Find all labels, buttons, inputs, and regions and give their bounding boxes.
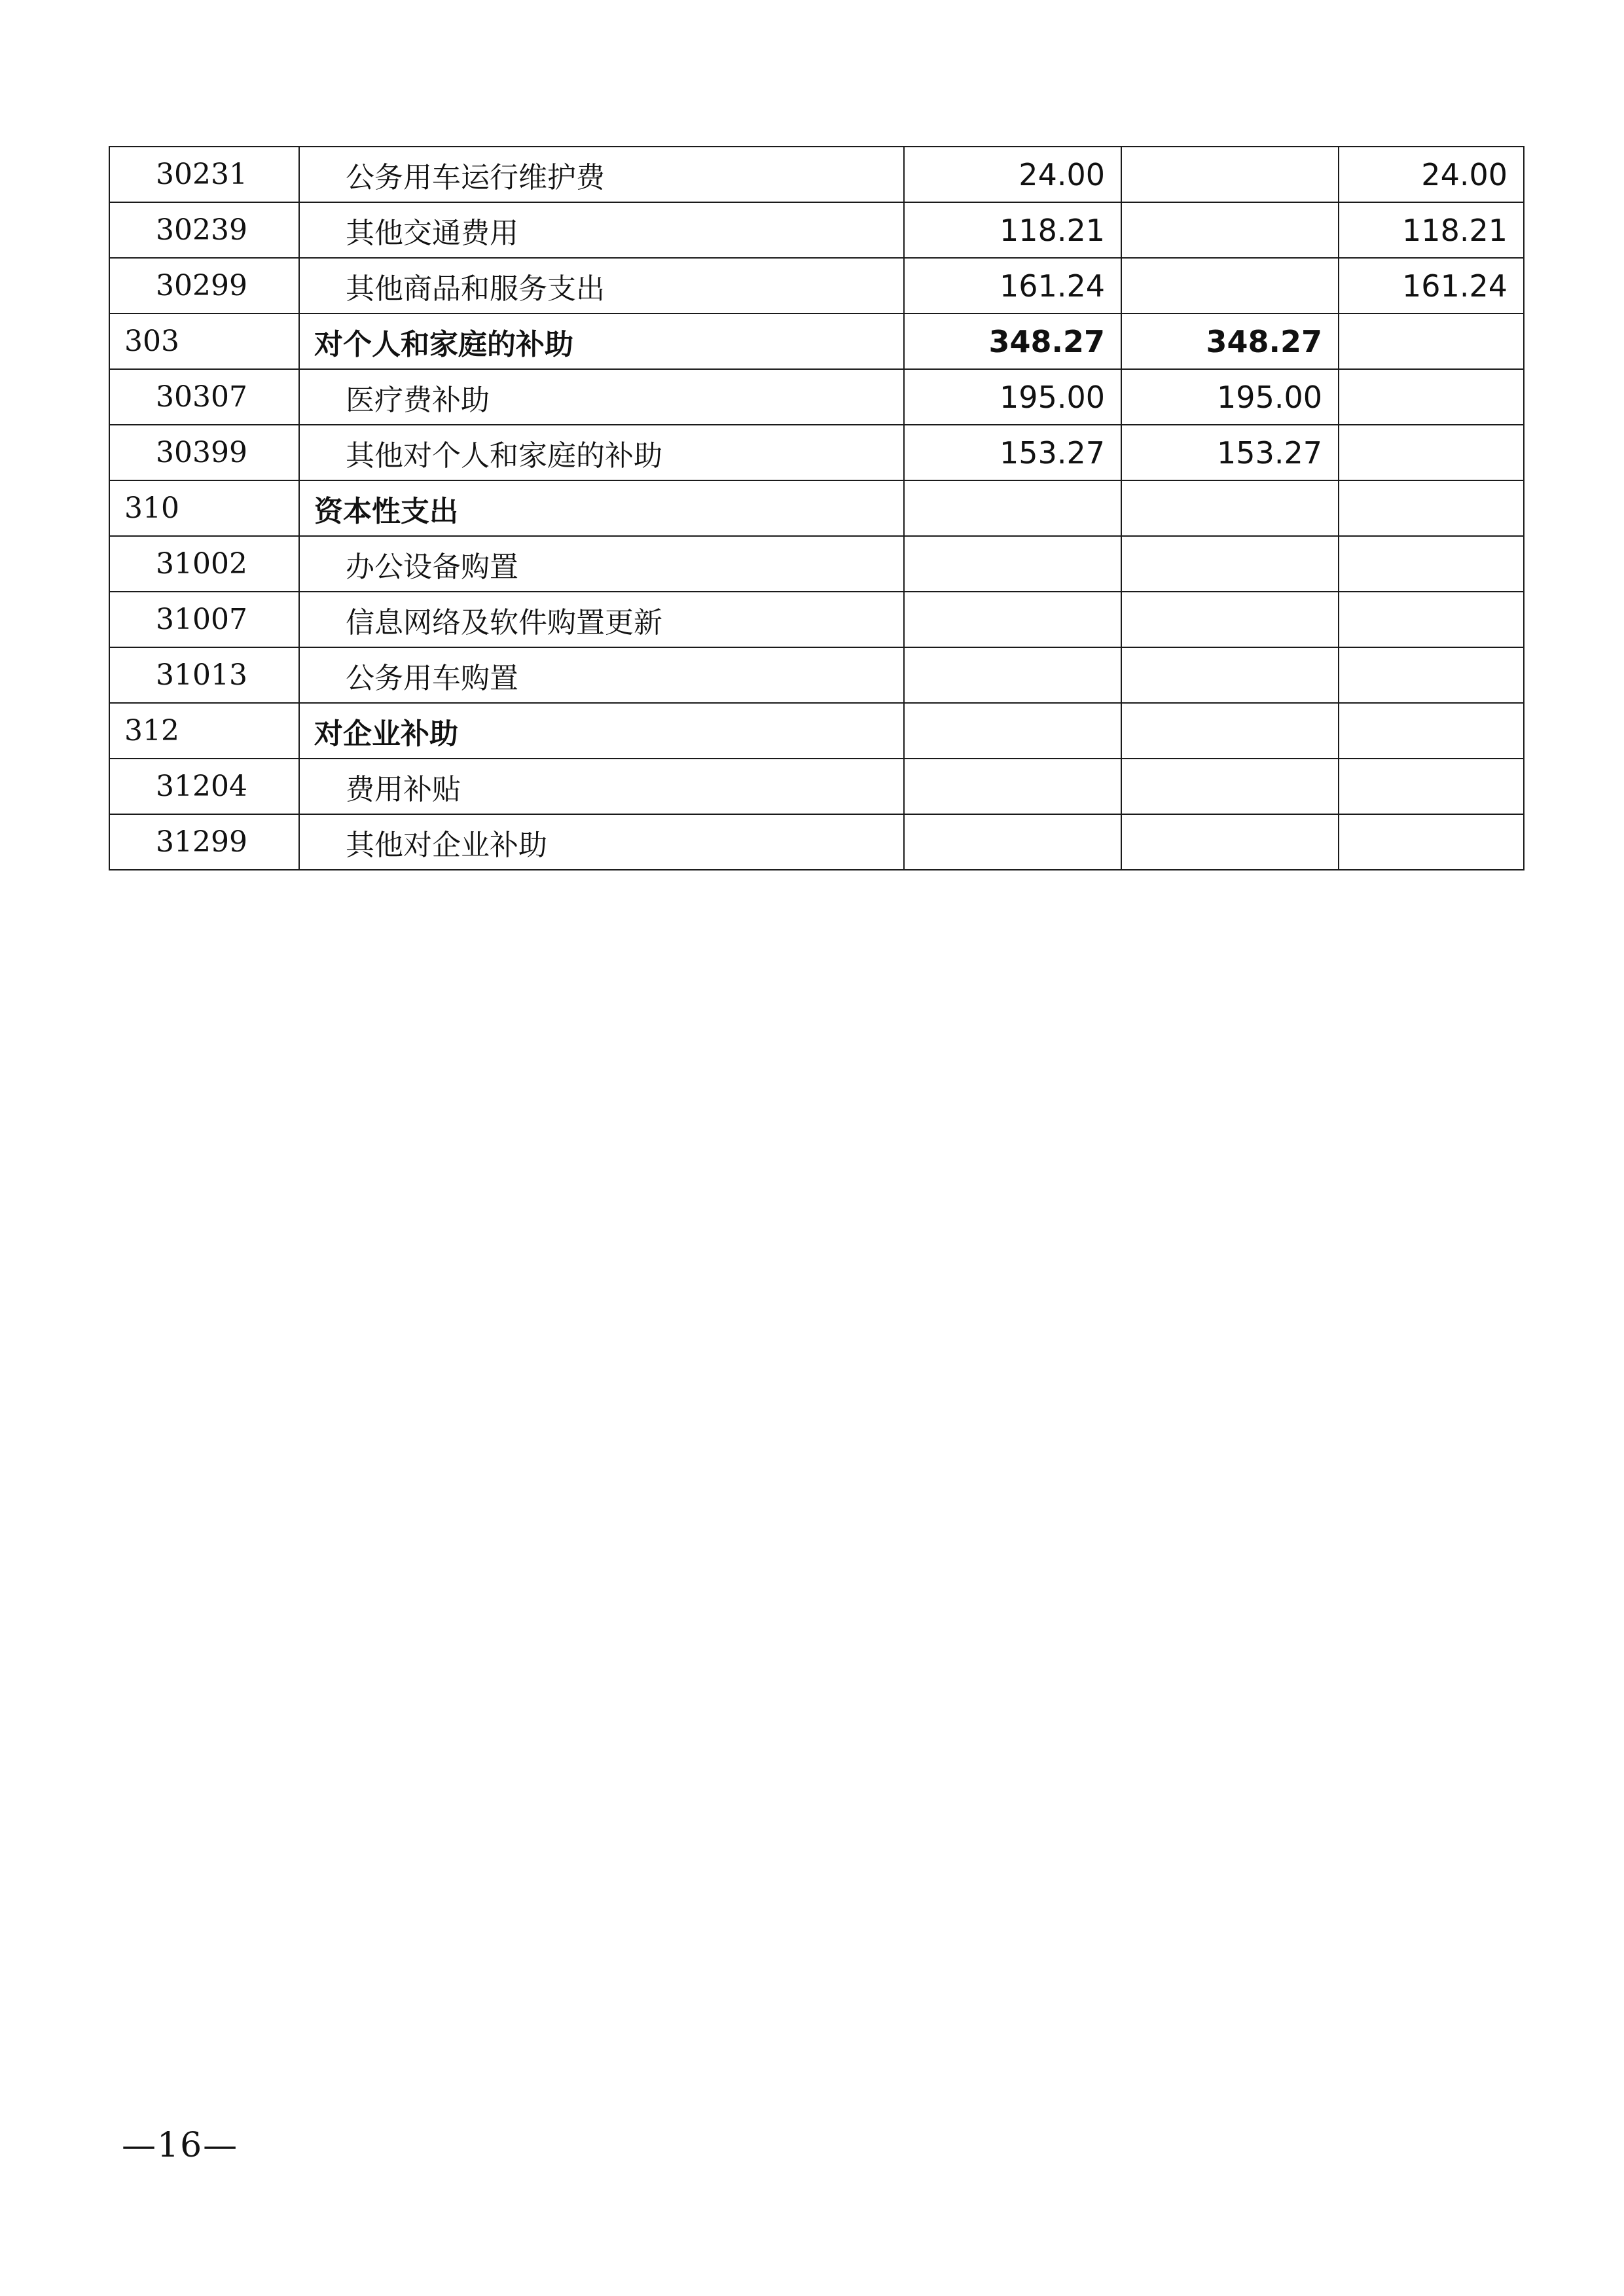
amount-personnel-cell: [1121, 759, 1339, 814]
table-row: [109, 536, 1524, 592]
amount-personnel-cell: 348.27: [1121, 314, 1339, 369]
amount-public-cell: 161.24: [1339, 258, 1524, 314]
economic-code-cell: 312: [109, 703, 299, 759]
amount-total-cell: 161.24: [904, 258, 1121, 314]
economic-code-cell: 31007: [109, 592, 299, 647]
item-name-cell: 对个人和家庭的补助: [299, 314, 904, 369]
amount-personnel-cell: [1121, 202, 1339, 258]
amount-total-cell: [904, 647, 1121, 703]
table-row: [109, 592, 1524, 647]
table-row: [109, 369, 1524, 425]
table-row: [109, 703, 1524, 759]
table-row: [109, 480, 1524, 536]
item-name-cell: 其他对个人和家庭的补助: [299, 425, 904, 480]
economic-code-cell: 30239: [109, 202, 299, 258]
amount-personnel-cell: [1121, 258, 1339, 314]
economic-code-cell: 30299: [109, 258, 299, 314]
economic-code-cell: 31013: [109, 647, 299, 703]
economic-code-cell: 31204: [109, 759, 299, 814]
economic-code-cell: 30399: [109, 425, 299, 480]
item-name-cell: 其他商品和服务支出: [299, 258, 904, 314]
table-row: [109, 425, 1524, 480]
amount-personnel-cell: [1121, 814, 1339, 870]
table-row: [109, 202, 1524, 258]
amount-public-cell: [1339, 536, 1524, 592]
amount-total-cell: 118.21: [904, 202, 1121, 258]
amount-personnel-cell: [1121, 536, 1339, 592]
amount-public-cell: 24.00: [1339, 147, 1524, 202]
economic-code-cell: 31002: [109, 536, 299, 592]
table-row: [109, 258, 1524, 314]
economic-code-cell: 31299: [109, 814, 299, 870]
item-name-cell: 办公设备购置: [299, 536, 904, 592]
amount-personnel-cell: 153.27: [1121, 425, 1339, 480]
item-name-cell: 公务用车购置: [299, 647, 904, 703]
amount-public-cell: [1339, 592, 1524, 647]
economic-code-cell: 310: [109, 480, 299, 536]
item-name-cell: 费用补贴: [299, 759, 904, 814]
item-name-cell: 其他交通费用: [299, 202, 904, 258]
amount-personnel-cell: [1121, 592, 1339, 647]
table-row: [109, 647, 1524, 703]
amount-total-cell: 153.27: [904, 425, 1121, 480]
amount-personnel-cell: 195.00: [1121, 369, 1339, 425]
amount-total-cell: [904, 703, 1121, 759]
item-name-cell: 对企业补助: [299, 703, 904, 759]
table-row: [109, 759, 1524, 814]
amount-public-cell: [1339, 814, 1524, 870]
amount-public-cell: [1339, 480, 1524, 536]
table-row: [109, 814, 1524, 870]
amount-total-cell: [904, 592, 1121, 647]
amount-public-cell: [1339, 369, 1524, 425]
table-row: [109, 314, 1524, 369]
amount-total-cell: [904, 814, 1121, 870]
page-number: —16—: [122, 2126, 239, 2165]
item-name-cell: 其他对企业补助: [299, 814, 904, 870]
table-body: [109, 147, 1524, 870]
economic-code-cell: 30307: [109, 369, 299, 425]
amount-personnel-cell: [1121, 703, 1339, 759]
amount-total-cell: [904, 536, 1121, 592]
amount-public-cell: [1339, 314, 1524, 369]
economic-code-cell: 30231: [109, 147, 299, 202]
amount-total-cell: 195.00: [904, 369, 1121, 425]
amount-personnel-cell: [1121, 147, 1339, 202]
item-name-cell: 公务用车运行维护费: [299, 147, 904, 202]
amount-public-cell: [1339, 425, 1524, 480]
amount-public-cell: 118.21: [1339, 202, 1524, 258]
amount-public-cell: [1339, 647, 1524, 703]
amount-total-cell: 24.00: [904, 147, 1121, 202]
table-row: [109, 147, 1524, 202]
amount-public-cell: [1339, 759, 1524, 814]
amount-personnel-cell: [1121, 480, 1339, 536]
item-name-cell: 资本性支出: [299, 480, 904, 536]
budget-table: [109, 146, 1525, 870]
economic-code-cell: 303: [109, 314, 299, 369]
item-name-cell: 信息网络及软件购置更新: [299, 592, 904, 647]
amount-personnel-cell: [1121, 647, 1339, 703]
amount-total-cell: [904, 759, 1121, 814]
amount-total-cell: 348.27: [904, 314, 1121, 369]
item-name-cell: 医疗费补助: [299, 369, 904, 425]
amount-public-cell: [1339, 703, 1524, 759]
amount-total-cell: [904, 480, 1121, 536]
